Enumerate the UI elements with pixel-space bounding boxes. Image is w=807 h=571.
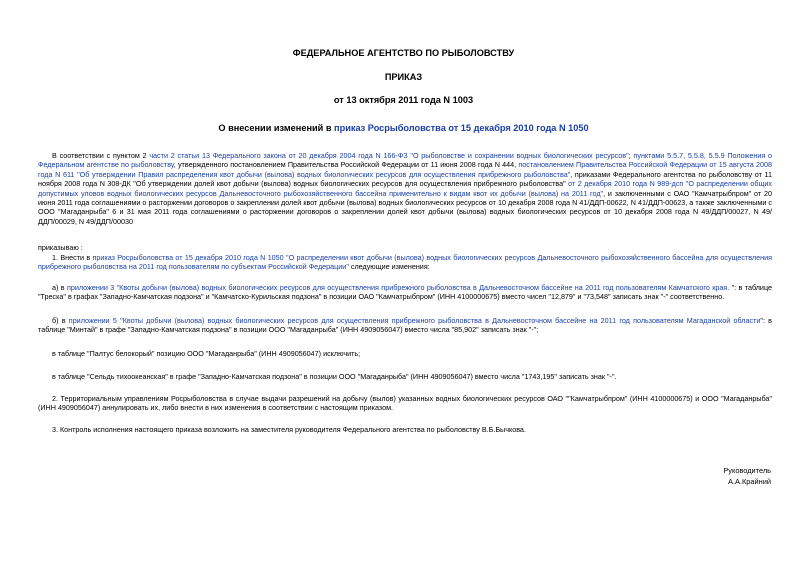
- preamble-text-5: , и заключенными с ОАО "Камчатрыбпром" от 20 июня 2011 года соглашениями о расторжении договоров о закреплении долей квот добычи (вылова) водных биологических ресурсов от 10 декабря 2008 года N 41/ДДП-00622, N 41/ДДП-00623, а также заключенными с ООО "Магаданрыба" 6 и 31 мая 2011 года соглашениями о расторжении договоров о закреплении долей квот добычи (вылова) водных биологических ресурсов от 10 декабря 2008 года N 49/ДДП/00027, N 49/ДДП/00029, N 49/ДДП/00030: [38, 188, 772, 226]
- preamble-text-1: В соответствии с пунктом 2: [52, 151, 150, 160]
- document-type: ПРИКАЗ: [384, 72, 423, 82]
- preamble-text-3: , утвержденного постановлением Правительства Российской Федерации от 11 июня 2008 года N 444,: [173, 160, 519, 170]
- signature-title: Руководитель: [723, 466, 771, 475]
- order-1050-link[interactable]: приказ Росрыболовства от 15 декабря 2010 года N 1050 "О распределении квот добычи (вылова) водных биологических ресурсов Дальневосточного рыбохозяйственного бассейна для осуществления прибрежного рыболовства на 2011 год пользователям по субъектам Российской Федерации": [38, 253, 772, 272]
- item-1-text-1: 1. Внести в: [52, 253, 93, 262]
- regulation-link[interactable]: пунктами 5.5.7, 5.5.8, 5.5.9 Положения о Федеральном агентстве по рыболовству: [38, 151, 772, 170]
- order-989-link[interactable]: от 2 декабря 2010 года N 989-дсп "О распределении общих допустимых уловов водных биологических ресурсов Дальневосточного рыбохозяйственного бассейна применительно к видам квот их добычи (вылова) на 2011 год": [38, 179, 772, 198]
- agency-title: ФЕДЕРАЛЬНОЕ АГЕНТСТВО ПО РЫБОЛОВСТВУ: [292, 48, 515, 58]
- item-1-text-2: следующие изменения:: [348, 262, 430, 272]
- appendix-5-link[interactable]: приложении 5 "Квоты добычи (вылова) водных биологических ресурсов для осуществления прибрежного рыболовства в Дальневосточном бассейне на 2011 год пользователям Магаданской области: [68, 316, 761, 325]
- item-b2-paragraph: [38, 349, 772, 358]
- item-b2-text: в таблице "Палтус белокорый" позицию ООО "Магаданрыба" (ИНН 4909056047) исключить;: [52, 349, 361, 358]
- item-a-text-2: . ": в таблице "Треска" в графах "Западно-Камчатская подзона" и "Камчатско-Курильская подзона" в позиции ОАО "Камчатрыбпром" (ИНН 4100000675) вместо чисел "12,879" и "73,548" записать знак "-" соответственно.: [38, 283, 772, 302]
- preamble-text-4: , приказами Федерального агентства по рыболовству от 11 ноября 2008 года N 308-ДК "Об утверждении долей квот добычи (вылова) водных биологических ресурсов для осуществления прибрежного рыболовства": [38, 169, 772, 189]
- item-b3-paragraph: [38, 372, 772, 381]
- appendix-3-link[interactable]: приложении 3 "Квоты добычи (вылова) водных биологических ресурсов для осуществления прибрежного рыболовства в Дальневосточном бассейне на 2011 год пользователям Камчатского края: [66, 283, 728, 292]
- preamble-paragraph: [38, 151, 772, 226]
- item-a-paragraph: [38, 283, 772, 302]
- decree-link[interactable]: постановлением Правительства Российской Федерации от 15 августа 2008 года N 611 "Об утверждении Правил распределения квот добычи (вылова) водных биологических ресурсов для осуществления прибрежного рыболовства": [38, 160, 772, 179]
- signature-name: А.А.Крайний: [728, 477, 771, 486]
- item-b3-text: в таблице "Сельдь тихоокеанская" в графе "Западно-Камчатская подзона" в позиции ООО "Магаданрыба" (ИНН 4909056047) вместо числа "1743,195" записать знак "-".: [52, 372, 617, 381]
- item-1-paragraph: [38, 253, 772, 272]
- subject-prefix: О внесении изменений в: [218, 123, 335, 133]
- item-a-text-1: а) в: [52, 283, 67, 292]
- item-b-text-2: ": в таблице "Минтай" в графе "Западно-Камчатская подзона" в позиции ООО "Магаданрыба" (ИНН 4909056047) вместо числа "85,902" записать знак "-";: [38, 316, 772, 335]
- item-b-text-1: б) в: [52, 316, 69, 325]
- item-3-paragraph: [38, 425, 772, 434]
- item-b-paragraph: [38, 316, 772, 335]
- order-word: приказываю :: [38, 243, 83, 252]
- law-link[interactable]: части 2 статьи 13 Федерального закона от 20 декабря 2004 года N 166-ФЗ "О рыболовстве и сохранении водных биологических ресурсов": [149, 151, 629, 160]
- document-date-number: от 13 октября 2011 года N 1003: [333, 95, 474, 105]
- item-3-text: 3. Контроль исполнения настоящего приказа возложить на заместителя руководителя Федерального агентства по рыболовству В.Б.Бычкова.: [52, 425, 526, 434]
- subject-link[interactable]: приказ Росрыболовства от 15 декабря 2010 года N 1050: [334, 123, 589, 133]
- preamble-text-2: ;: [628, 151, 634, 160]
- item-2-paragraph: [38, 394, 772, 413]
- item-2-text: 2. Территориальным управлениям Росрыболовства в случае выдачи разрешений на добычу (вылов) указанных водных биологических ресурсов ОАО ""Камчатрыбпром" (ИНН 4100000675) и ООО "Магаданрыба" (ИНН 4909056047) аннулировать их, либо внести в них изменения в соответствии с настоящим приказом.: [38, 394, 772, 413]
- document-subject: [0, 122, 807, 134]
